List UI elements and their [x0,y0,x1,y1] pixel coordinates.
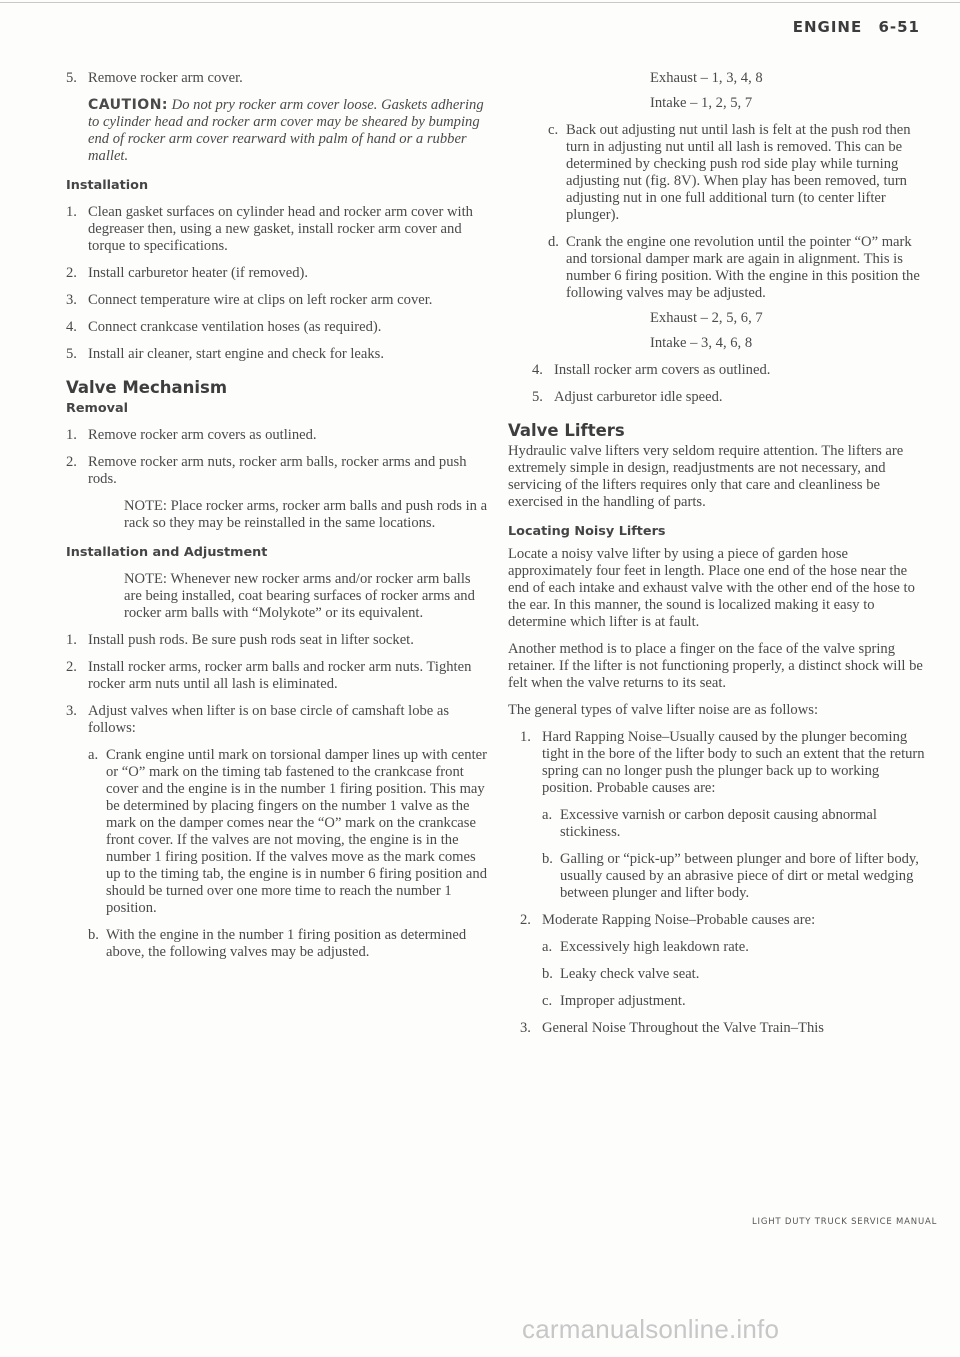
list-item [66,659,490,693]
lifters-intro: Hydraulic valve lifters very seldom require attention. The lifters are extremely simple in design, readjustments are not necessary, and servicing of the lifters requires only that care and cleanliness be exercised in the handling of parts. [508,443,904,510]
sub-item-letter: a. [542,939,553,955]
sub-item-letter: d. [548,234,559,250]
sub-item [88,927,490,961]
item-number: 5. [66,346,77,362]
sub-item [542,939,928,956]
sub-item-text: Back out adjusting nut until lash is felt at the push rod then turn in adjusting nut until all lash is removed. This can be determined by checking push rod side play while turning adjusting nut (fig. 8V). When play has been removed, turn adjusting nut in one full additional turn (to center lifter plunger). [566,122,911,223]
sub-item-letter: a. [542,807,553,823]
item-text: Adjust valves when lifter is on base circle of camshaft lobe as follows: [88,703,450,736]
removal-note: NOTE: Place rocker arms, rocker arm balls and push rods in a rack so they may be reinstalled in the same locations. [124,498,488,531]
top-rule [0,2,960,3]
item-number: 4. [532,362,543,378]
item-number: 3. [66,703,77,719]
sub-item [542,966,928,983]
item-text: Remove rocker arm cover. [88,70,243,86]
item-text: Clean gasket surfaces on cylinder head and rocker arm cover with degreaser then, using a new gasket, install rocker arm cover and torque to specifications. [88,204,473,254]
sub-item-letter: c. [548,122,559,138]
sub-item-letter: b. [542,966,553,982]
sub-item-text: Crank the engine one revolution until the pointer “O” mark and torsional damper mark are again in alignment. This is number 6 firing position. With the engine in this position the following valves may be adjusted. [566,234,920,301]
item-text: Install carburetor heater (if removed). [88,265,309,281]
item-text: Install rocker arms, rocker arm balls and rocker arm nuts. Tighten rocker arm nuts until all lash is eliminated. [88,659,472,692]
sub-item [542,807,928,841]
sub-item [548,122,928,224]
item-text: Connect temperature wire at clips on left rocker arm cover. [88,292,433,308]
item-text: Hard Rapping Noise–Usually caused by the plunger becoming tight in the bore of the lifter body to such an extent that the return spring can no longer push the plunger back up to working position. Probable causes are: [542,729,925,796]
sub-item-letter: b. [542,851,553,867]
installation-list [66,204,490,363]
item-text: Remove rocker arm nuts, rocker arm balls, rocker arms and push rods. [88,454,467,487]
item-number: 2. [520,912,531,928]
sub-item [88,747,490,917]
item-text: Connect crankcase ventilation hoses (as required). [88,319,382,335]
list-item [520,1020,928,1037]
exhaust-valves-1: Exhaust – 1, 3, 4, 8 [650,70,763,86]
list-item [532,362,928,379]
sub-item-text: With the engine in the number 1 firing position as determined above, the following valves may be adjusted. [106,927,467,960]
sub-item-text: Galling or “pick-up” between plunger and bore of lifter body, usually caused by an abrasive piece of dirt or metal wedging between plunger and lifter body. [560,851,919,901]
item-number: 5. [532,389,543,405]
item-text: Install push rods. Be sure push rods seat in lifter socket. [88,632,414,648]
list-item [66,454,490,488]
item-number: 3. [66,292,77,308]
item-text: Adjust carburetor idle speed. [554,389,723,405]
locating-paragraph-1: Locate a noisy valve lifter by using a piece of garden hose approximately four feet in length. Place one end of the hose near the end of each intake and exhaust valve with the other end of the hose to the ear. In this manner, the sound is localized making it easy to determine which lifter is at fault. [508,546,915,630]
right-column [508,70,928,1037]
list-item [520,729,928,902]
list-item [66,70,490,87]
sub-item-text: Crank engine until mark on torsional damper lines up with center or “O” mark on the timing tab fastened to the crankcase front cover and the engine is in the number 1 firing position. This may be determined by placing fingers on the number 1 valve as the mark on the damper comes near the “O” mark on the crankcase front cover. If the valves are not moving, the engine is in the number 1 firing position. If the valves move as the mark comes up to the timing tab, the engine is in number 6 firing position and should be turned over one more time to reach the number 1 position. [106,747,488,916]
list-item [66,292,490,309]
locating-paragraph-2: Another method is to place a finger on the face of the valve spring retainer. If the lifter is not functioning properly, a distinct shock will be felt when the valve returns to its seat. [508,641,923,691]
caution-text: Do not pry rocker arm cover loose. Gaskets adhering to cylinder head and rocker arm cover may be sheared by bumping end of rocker arm cover rearward with palm of hand or a rubber mallet. [88,97,484,164]
list-item [66,265,490,282]
list-item [532,389,928,406]
item-number: 5. [66,70,77,86]
page-number: 6-51 [878,18,920,36]
item-number: 2. [66,265,77,281]
intake-valves-1: Intake – 1, 2, 5, 7 [650,95,753,111]
valve-mechanism-heading: Valve Mechanism [66,378,228,397]
item-text: Moderate Rapping Noise–Probable causes are: [542,912,816,928]
left-column [66,70,490,961]
list-item [66,703,490,961]
exhaust-valves-2: Exhaust – 2, 5, 6, 7 [650,310,763,326]
installation-adjustment-heading: Installation and Adjustment [66,545,268,560]
page-header [793,18,920,36]
sub-item-letter: b. [88,927,99,943]
installation-heading: Installation [66,178,149,193]
footer-manual-title: LIGHT DUTY TRUCK SERVICE MANUAL [752,1217,938,1227]
sub-item [542,993,928,1010]
item-number: 3. [520,1020,531,1036]
sub-item-text: Excessively high leakdown rate. [560,939,749,955]
sub-item-text: Improper adjustment. [560,993,686,1009]
list-item [520,912,928,1010]
item-text: Remove rocker arm covers as outlined. [88,427,317,443]
sub-item [542,851,928,902]
sub-item-text: Leaky check valve seat. [560,966,700,982]
item-number: 1. [66,204,77,220]
valve-lifters-heading: Valve Lifters [508,421,625,440]
intake-valves-2: Intake – 3, 4, 6, 8 [650,335,753,351]
item-text: General Noise Throughout the Valve Train–This [542,1020,824,1036]
list-item [66,346,490,363]
caution-block [88,97,490,165]
watermark: carmanualsonline.info [522,1314,780,1344]
item-number: 1. [66,632,77,648]
installation-note: NOTE: Whenever new rocker arms and/or rocker arm balls are being installed, coat bearing surfaces of rocker arms and rocker arm balls with “Molykote” or its equivalent. [124,571,475,621]
sub-item-letter: c. [542,993,553,1009]
item-number: 4. [66,319,77,335]
item-text: Install air cleaner, start engine and check for leaks. [88,346,385,362]
caution-label: CAUTION: [88,97,169,113]
sub-item-letter: a. [88,747,99,763]
removal-heading: Removal [66,401,129,416]
item-number: 1. [66,427,77,443]
list-item [66,204,490,255]
list-item [66,632,490,649]
sub-item [548,234,928,302]
list-item [66,427,490,444]
item-number: 2. [66,659,77,675]
sub-item-text: Excessive varnish or carbon deposit causing abnormal stickiness. [560,807,877,840]
item-text: Install rocker arm covers as outlined. [554,362,771,378]
noise-intro: The general types of valve lifter noise are as follows: [508,702,819,718]
item-number: 1. [520,729,531,745]
item-number: 2. [66,454,77,470]
list-item [66,319,490,336]
section-title: ENGINE [792,18,863,36]
locating-noisy-lifters-heading: Locating Noisy Lifters [508,524,666,539]
